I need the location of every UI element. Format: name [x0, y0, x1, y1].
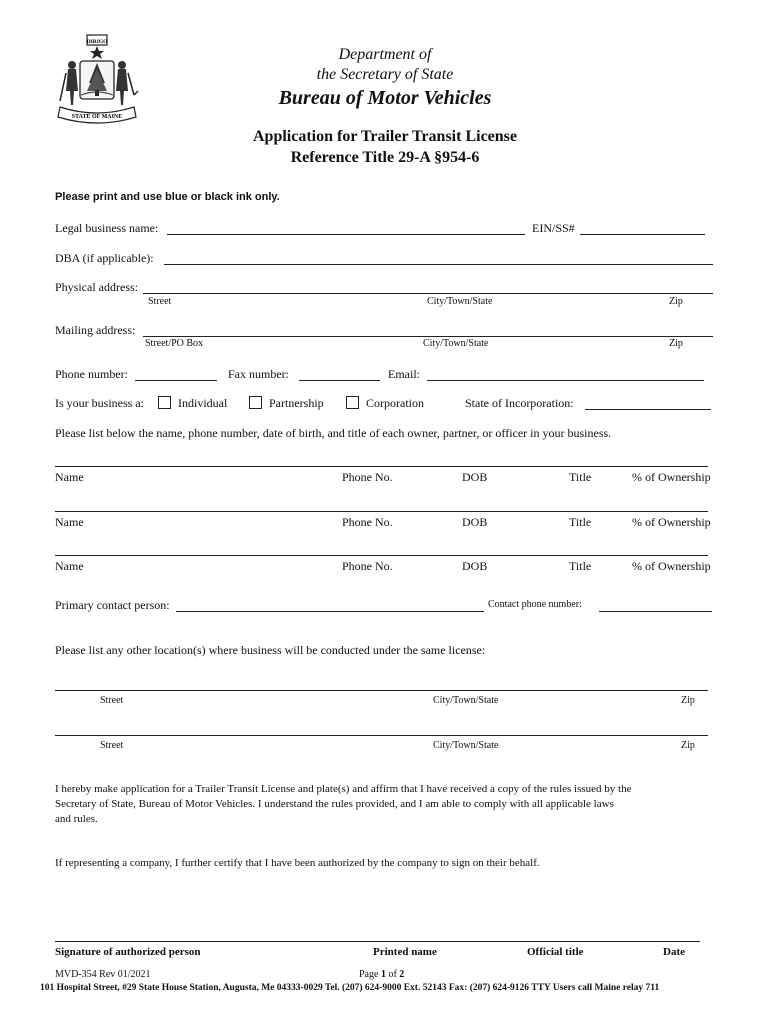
- corporation-label: Corporation: [366, 396, 424, 410]
- signature-caption: Signature of authorized person: [55, 946, 201, 958]
- location-2-line[interactable]: [55, 735, 708, 736]
- page-total: 2: [399, 969, 405, 980]
- mailing-city-caption: City/Town/State: [423, 338, 489, 349]
- page-title: Application for Trailer Transit License: [253, 128, 517, 145]
- seal-banner: STATE OF MAINE: [71, 114, 123, 120]
- physical-zip-caption: Zip: [669, 296, 683, 307]
- location-1-street-caption: Street: [100, 695, 124, 706]
- partnership-checkbox[interactable]: [249, 396, 262, 409]
- owner-3-line[interactable]: [55, 555, 708, 556]
- fax-input[interactable]: [299, 367, 380, 381]
- ein-input[interactable]: [580, 221, 705, 235]
- maine-state-seal-icon: [52, 33, 142, 125]
- owner-2-title-caption: Title: [569, 515, 592, 529]
- affirmation-line-1: I hereby make application for a Trailer Transit License and plate(s) and affirm that I have received a copy of the rules issued by the: [55, 783, 632, 795]
- owner-2-dob-caption: DOB: [462, 515, 488, 529]
- seal-motto: DIRIGO: [86, 39, 108, 45]
- owners-prompt: Please list below the name, phone number, date of birth, and title of each owner, partner, or officer in your business.: [55, 426, 612, 440]
- state-incorporation-input[interactable]: [585, 396, 711, 410]
- owner-3-dob-caption: DOB: [462, 559, 488, 573]
- dept-line-2: the Secretary of State: [316, 66, 454, 83]
- individual-label: Individual: [178, 396, 228, 410]
- locations-prompt: Please list any other location(s) where business will be conducted under the same license:: [55, 643, 486, 657]
- primary-contact-input[interactable]: [176, 598, 484, 612]
- physical-street-caption: Street: [148, 296, 172, 307]
- dept-line-1: Department of: [338, 46, 432, 63]
- company-certification: If representing a company, I further certify that I have been authorized by the company to sign on their behalf.: [55, 857, 540, 869]
- dba-input[interactable]: [164, 251, 713, 265]
- affirmation-line-3: and rules.: [55, 813, 98, 825]
- dba-label: DBA (if applicable):: [55, 251, 154, 265]
- physical-address-label: Physical address:: [55, 280, 138, 294]
- owner-1-line[interactable]: [55, 466, 708, 467]
- location-1-zip-caption: Zip: [681, 695, 695, 706]
- location-2-zip-caption: Zip: [681, 740, 695, 751]
- contact-phone-label: Contact phone number:: [488, 599, 582, 610]
- owner-1-name-caption: Name: [55, 470, 84, 484]
- physical-address-input[interactable]: [143, 280, 713, 294]
- owner-2-ownership-caption: % of Ownership: [632, 515, 711, 529]
- bureau-title: Bureau of Motor Vehicles: [278, 87, 492, 109]
- legal-name-label: Legal business name:: [55, 221, 159, 235]
- owner-2-phone-caption: Phone No.: [342, 515, 393, 529]
- official-title-caption: Official title: [527, 946, 584, 958]
- printed-name-caption: Printed name: [373, 946, 437, 958]
- email-label: Email:: [388, 367, 420, 381]
- fax-label: Fax number:: [228, 367, 289, 381]
- partnership-label: Partnership: [269, 396, 324, 410]
- mailing-zip-caption: Zip: [669, 338, 683, 349]
- mailing-address-label: Mailing address:: [55, 323, 136, 337]
- mailing-address-input[interactable]: [143, 323, 713, 337]
- date-caption: Date: [663, 946, 685, 958]
- owner-3-ownership-caption: % of Ownership: [632, 559, 711, 573]
- mailing-street-caption: Street/PO Box: [145, 338, 204, 349]
- instructions: Please print and use blue or black ink only.: [55, 191, 280, 203]
- owner-3-name-caption: Name: [55, 559, 84, 573]
- primary-contact-label: Primary contact person:: [55, 598, 170, 612]
- page-of: of: [385, 969, 400, 980]
- owner-3-phone-caption: Phone No.: [342, 559, 393, 573]
- location-1-line[interactable]: [55, 690, 708, 691]
- owner-1-dob-caption: DOB: [462, 470, 488, 484]
- phone-input[interactable]: [135, 367, 217, 381]
- location-2-street-caption: Street: [100, 740, 124, 751]
- location-1-city-caption: City/Town/State: [433, 695, 499, 706]
- owner-1-title-caption: Title: [569, 470, 592, 484]
- contact-phone-input[interactable]: [599, 598, 712, 612]
- owner-2-name-caption: Name: [55, 515, 84, 529]
- signature-line[interactable]: [55, 941, 700, 942]
- business-type-label: Is your business a:: [55, 396, 144, 410]
- phone-label: Phone number:: [55, 367, 128, 381]
- owner-2-line[interactable]: [55, 511, 708, 512]
- email-input[interactable]: [427, 367, 704, 381]
- page-prefix: Page: [359, 969, 381, 980]
- location-2-city-caption: City/Town/State: [433, 740, 499, 751]
- corporation-checkbox[interactable]: [346, 396, 359, 409]
- affirmation-line-2: Secretary of State, Bureau of Motor Vehicles. I understand the rules provided, and I am able to comply with all applicable laws: [55, 798, 614, 810]
- ein-label: EIN/SS#: [532, 221, 575, 235]
- physical-city-caption: City/Town/State: [427, 296, 493, 307]
- state-incorporation-label: State of Incorporation:: [465, 396, 574, 410]
- page-current: 1: [380, 969, 386, 980]
- owner-3-title-caption: Title: [569, 559, 592, 573]
- owner-1-phone-caption: Phone No.: [342, 470, 393, 484]
- reference-title: Reference Title 29-A §954-6: [290, 149, 480, 166]
- footer-address: 101 Hospital Street, #29 State House Station, Augusta, Me 04333-0029 Tel. (207) 624-9000 Ext. 52143 Fax: (207) 624-9126 TTY Users call Maine relay 711: [40, 983, 660, 993]
- individual-checkbox[interactable]: [158, 396, 171, 409]
- owner-1-ownership-caption: % of Ownership: [632, 470, 711, 484]
- legal-name-input[interactable]: [167, 221, 525, 235]
- form-number: MVD-354 Rev 01/2021: [55, 969, 151, 980]
- page-indicator: [359, 969, 404, 980]
